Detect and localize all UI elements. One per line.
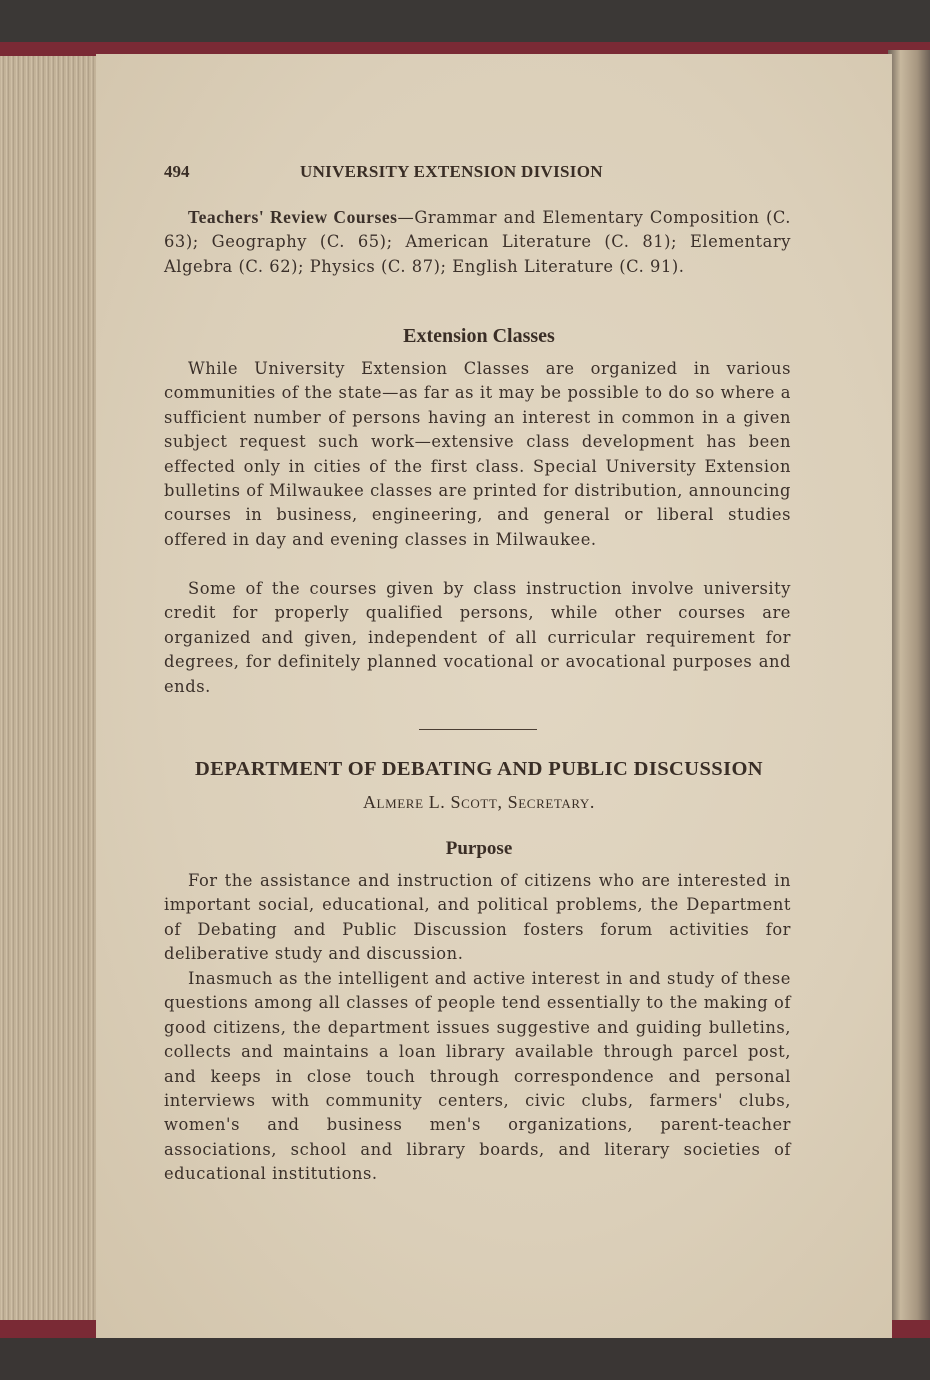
page-edges-left — [0, 56, 96, 1324]
page-header — [164, 162, 794, 186]
running-head: UNIVERSITY EXTENSION DIVISION — [300, 162, 603, 181]
page-number: 494 — [164, 162, 190, 181]
teachers-review-label: Teachers' Review Courses — [188, 207, 398, 227]
department-byline: Almere L. Scott, Secretary. — [362, 792, 596, 812]
purpose-paragraph-2: Inasmuch as the intelligent and active interest in and study of these questions among all classes of people tend essentially to the making of good citizens, the department issues suggestive and guiding bulletins, collects and maintains a loan library available through parcel post, and keeps in close touch through correspondence and personal interviews with community centers, civic clubs, farmers' clubs, women's and business men's organizations, parent-teacher associations, school and library boards, and literary societies of educational institutions. — [164, 969, 791, 1184]
scan-background-top — [0, 0, 930, 44]
extension-classes-paragraph-2: Some of the courses given by class instruction involve university credit for properly qualified persons, while other courses are organized and given, independent of all curricular requirement for degrees, for definitely planned vocational or avocational purposes and ends. — [164, 579, 791, 696]
purpose-paragraph-1: For the assistance and instruction of citizens who are interested in important social, educational, and political problems, the Department of Debating and Public Discussion fosters forum activities for deliberative study and discussion. — [164, 871, 791, 964]
department-heading: DEPARTMENT OF DEBATING AND PUBLIC DISCUSSION — [195, 758, 763, 780]
section-divider — [419, 729, 537, 730]
book-spine-right — [888, 50, 930, 1340]
purpose-heading: Purpose — [445, 838, 513, 859]
scan-background-bottom — [0, 1338, 930, 1380]
teachers-review-text: —Grammar and Elementary Composition (C. 63); Geography (C. 65); American Literature (C. 81); Elementary Algebra (C. 62); Physics (C. 87); English Literature (C. 91). — [164, 208, 791, 276]
extension-classes-heading: Extension Classes — [403, 325, 555, 347]
extension-classes-paragraph-1: While University Extension Classes are organized in various communities of the state—as far as it may be possible to do so where a sufficient number of persons having an interest in common in a given subject request such work—extensive class development has been effected only in cities of the first class. Special University Extension bulletins of Milwaukee classes are printed for distribution, announcing courses in business, engineering, and general or liberal studies offered in day and evening classes in Milwaukee. — [164, 359, 791, 549]
teachers-review-paragraph — [164, 205, 791, 279]
